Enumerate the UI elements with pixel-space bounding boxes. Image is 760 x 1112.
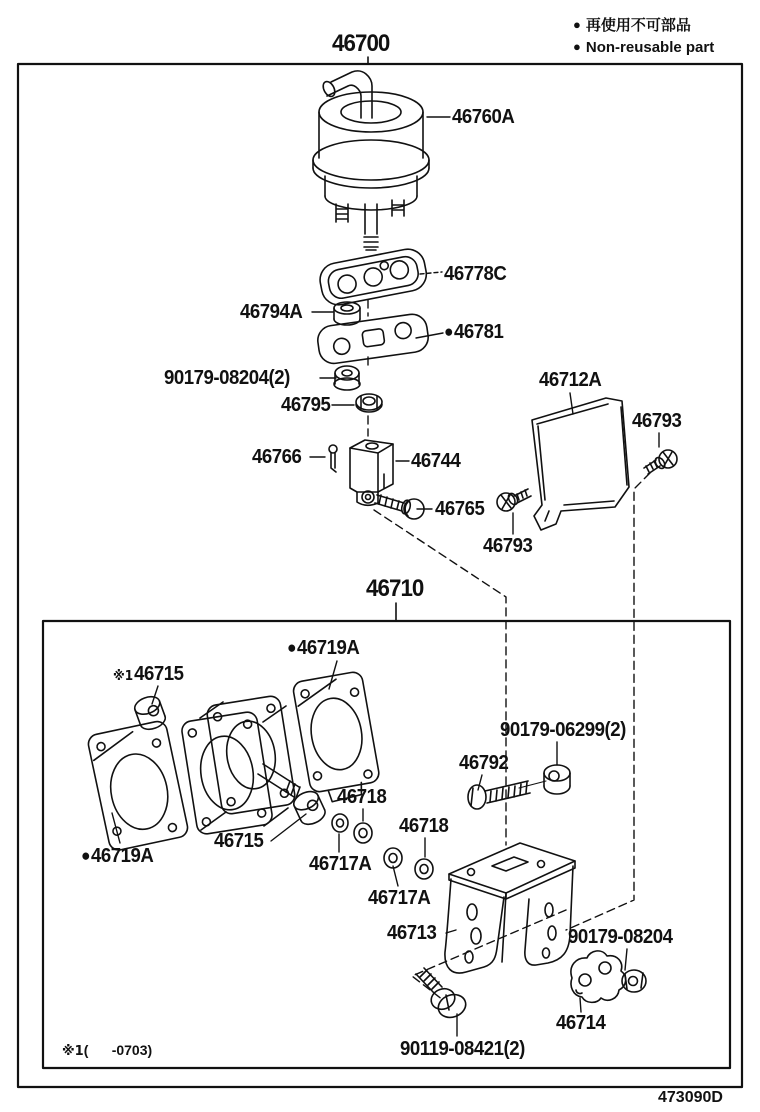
part-label-46718-2: 46718 bbox=[399, 815, 449, 837]
part-label-46760A: 46760A bbox=[452, 106, 515, 128]
part-label-90179-08204-2pc: 90179-08204(2) bbox=[164, 367, 290, 389]
reference-mark: ※1 bbox=[62, 1044, 84, 1059]
part-label-46793: 46793 bbox=[632, 410, 682, 432]
assembly-label-46700: 46700 bbox=[332, 30, 390, 57]
part-label-46718: 46718 bbox=[337, 786, 387, 808]
diagram-code: 473090D bbox=[658, 1089, 723, 1106]
part-label-46781: ●46781 bbox=[444, 321, 504, 343]
drawing-nut-90179-08204 bbox=[334, 366, 360, 390]
non-reusable-bullet-icon: ● bbox=[573, 39, 581, 54]
part-label-46717A-2: 46717A bbox=[368, 887, 431, 909]
assembly-label-46710: 46710 bbox=[366, 575, 424, 602]
drawing-gasket-46719A-right bbox=[292, 671, 382, 805]
non-reusable-bullet-icon: ● bbox=[573, 17, 581, 32]
drawing-bracket-46714 bbox=[571, 951, 626, 1002]
drawing-bolt-46765 bbox=[375, 495, 424, 519]
drawing-nut-46795 bbox=[356, 394, 382, 412]
non-reusable-bullet-icon: ● bbox=[81, 846, 91, 865]
part-label-46792: 46792 bbox=[459, 752, 509, 774]
legend-line-en: ● Non-reusable part bbox=[573, 39, 715, 56]
part-label-46778C: 46778C bbox=[444, 263, 507, 285]
part-label-90179-08204: 90179-08204 bbox=[568, 926, 673, 948]
drawing-shield-46712A bbox=[532, 398, 629, 530]
drawing-pin-46766 bbox=[329, 445, 337, 472]
part-label-46744: 46744 bbox=[411, 450, 461, 472]
part-label-46715-2: 46715 bbox=[214, 830, 264, 852]
part-label-46714: 46714 bbox=[556, 1012, 606, 1034]
drawing-bolt-90119-08421 bbox=[416, 968, 469, 1021]
drawing-screw-46793-bottom bbox=[497, 489, 531, 511]
drawing-washer-46717A-1 bbox=[332, 814, 348, 832]
non-reusable-bullet-icon: ● bbox=[287, 638, 297, 657]
part-label-46795: 46795 bbox=[281, 394, 331, 416]
drawing-bushing-46715-left bbox=[132, 694, 167, 733]
part-label-46719A: ●46719A bbox=[287, 637, 360, 659]
part-label-46765: 46765 bbox=[435, 498, 485, 520]
drawing-plate-46778C bbox=[317, 246, 429, 307]
drawing-pump-body-46710 bbox=[181, 695, 300, 835]
drawing-gasket-46719A-left bbox=[87, 720, 190, 852]
part-label-46717A: 46717A bbox=[309, 853, 372, 875]
reference-mark: ※1 bbox=[113, 669, 134, 684]
drawing-plate-46781 bbox=[316, 312, 430, 365]
drawing-nut-90179-06299 bbox=[544, 765, 570, 794]
part-label-46715: ※146715 bbox=[113, 663, 184, 685]
part-label-46712A: 46712A bbox=[539, 369, 602, 391]
drawing-clevis-46744 bbox=[350, 440, 393, 505]
legend bbox=[573, 14, 714, 58]
drawing-screw-46793-right bbox=[644, 450, 677, 474]
drawing-washer-46718-1 bbox=[354, 823, 372, 843]
part-label-46719A-2: ●46719A bbox=[81, 845, 154, 867]
part-label-46794A: 46794A bbox=[240, 301, 303, 323]
non-reusable-bullet-icon: ● bbox=[444, 322, 454, 341]
part-label-90179-06299-2pc: 90179-06299(2) bbox=[500, 719, 626, 741]
part-label-90119-08421-2pc: 90119-08421(2) bbox=[400, 1038, 525, 1060]
footnote-production-period: ※1( -0703) bbox=[62, 1042, 153, 1059]
part-label-46713: 46713 bbox=[387, 922, 437, 944]
part-label-46766: 46766 bbox=[252, 446, 302, 468]
drawing-washer-46717A-2 bbox=[384, 848, 402, 868]
legend-line-jp: ● 再使用不可部品 bbox=[573, 17, 691, 34]
part-label-46793-2: 46793 bbox=[483, 535, 533, 557]
drawing-washer-46718-2 bbox=[415, 859, 433, 879]
drawing-canister-46760A bbox=[313, 71, 429, 250]
